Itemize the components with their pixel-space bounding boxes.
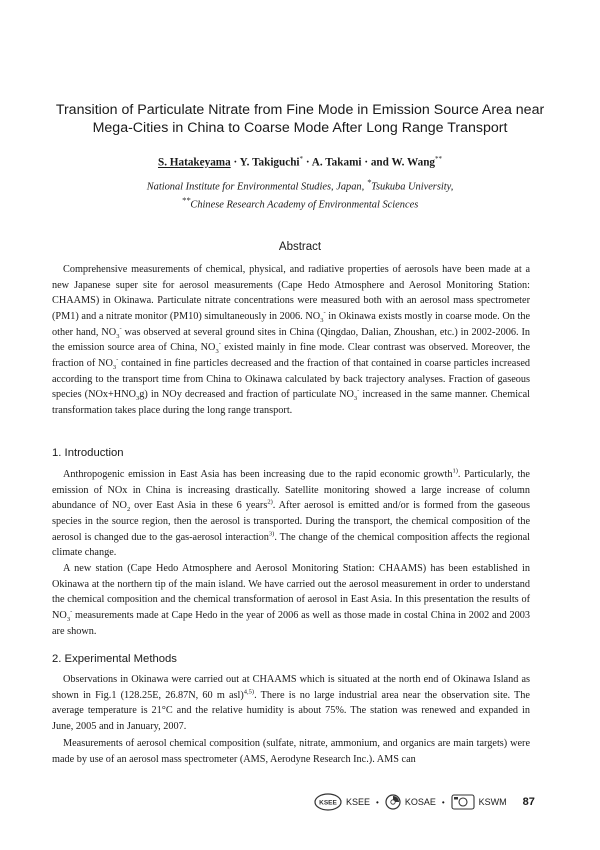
text-run: Comprehensive measurements of chemical, physical, and radiative properties of aerosols have been made at a new Japanese super site for aerosol measurements (Cape Hedo Atmosphere and Aerosol Monitoring Station: CHAAMS) in Okinawa. Particulate nitrate concentrations were measured both with an aerosol mass spectrometer (PM1) and a nitrate monitor (PM10) simultaneously in 2006. NO	[52, 264, 530, 322]
page-number: 87	[522, 796, 535, 808]
subscript: 3	[320, 317, 324, 325]
author-conjunction: · and	[361, 156, 392, 169]
author-2: Y. Takiguchi	[239, 156, 300, 169]
reference-mark: 1)	[452, 467, 458, 475]
page-footer	[314, 792, 535, 812]
affiliation-nies: National Institute for Environmental Studies, Japan,	[146, 181, 367, 193]
text-run: measurements made at Cape Hedo in the year of 2006 as well as those made in costal China in 2002 and 2003 are shown.	[52, 609, 530, 637]
affiliation-tsukuba: Tsukuba University,	[371, 181, 454, 193]
paper-title	[0, 101, 600, 137]
text-run: Observations in Okinawa were carried out at CHAAMS which is situated at the north end of Okinawa Island as shown in Fig.1 (128.25E, 26.87N, 60 m asl)	[52, 674, 530, 701]
text-run: was observed at several ground sites in China (Qingdao, Dalian, Zhoushan, etc.) in 2002-2006. In the emission source area of China, NO	[52, 326, 530, 354]
footer-label-kswm: KSWM	[478, 797, 507, 807]
text-run: . There is no large industrial area near the observation site. The average temperature is 21°C and the relative humidity is about 75%. The station was renewed and expanded in June, 2005 and in January, 2007.	[52, 689, 530, 732]
introduction-paragraph-1	[52, 467, 530, 561]
superscript: -	[119, 325, 122, 333]
abstract-heading: Abstract	[278, 241, 322, 253]
author-4-mark: **	[435, 155, 443, 163]
affiliation-line-1	[0, 176, 600, 194]
subscript: 2	[126, 506, 131, 514]
subscript: 3	[112, 363, 117, 371]
reference-mark: 2)	[267, 498, 273, 506]
reference-mark: 3)	[268, 530, 275, 538]
footer-separator: •	[441, 797, 445, 807]
paper-title-line-1: Transition of Particulate Nitrate from Fine Mode in Emission Source Area near	[55, 102, 545, 118]
methods-paragraph-2: Measurements of aerosol chemical composition (sulfate, nitrate, ammonium, and organics are main targets) were made by use of an aerosol mass spectrometer (AMS, Aerodyne Research Inc.). AMS can	[52, 738, 530, 765]
text-run: over East Asia in these 6 years	[130, 500, 268, 512]
text-run: . Particularly, the emission of NOx in China is increasing drastically. Satellite monitoring showed a large increase of column abundance of NO	[52, 469, 530, 512]
subscript: 3	[116, 332, 120, 340]
author-3: A. Takami	[311, 156, 362, 169]
subscript: 3	[66, 616, 71, 624]
affiliation-mark: **	[181, 194, 191, 205]
affiliations	[0, 176, 600, 212]
text-run: g) in NOy decreased and fraction of particulate NO	[139, 389, 354, 401]
abstract-text	[52, 262, 530, 419]
methods-paragraph-1	[52, 672, 530, 735]
text-run: in Okinawa exists mostly in coarse mode. On the other hand, NO	[52, 310, 530, 338]
superscript: -	[357, 387, 360, 395]
superscript: -	[70, 608, 73, 616]
author-separator: ·	[230, 156, 240, 169]
author-2-mark: *	[299, 155, 304, 163]
text-run: existed mainly in fine mode. Clear contrast was observed. Moreover, the fraction of NO	[52, 342, 530, 369]
author-list	[0, 155, 600, 169]
text-run: Anthropogenic emission in East Asia has been increasing due to the rapid economic growth	[63, 469, 453, 480]
author-4: W. Wang	[391, 156, 436, 169]
subscript: 3	[136, 395, 140, 403]
svg-text:KSEE: KSEE	[319, 799, 337, 807]
ksee-logo	[314, 793, 342, 811]
text-run: contained in fine particles decreased and the fraction of that contained in coarse particles increased according to the transport time from China to Okinawa calculated by back trajectory analyses. Fraction of gaseous species (NOx+HNO	[52, 357, 530, 401]
superscript: -	[218, 340, 221, 348]
kosae-logo	[385, 794, 401, 810]
subscript: 3	[353, 395, 358, 403]
text-run: increased in the same manner. Chemical transformation takes place during the long range transport.	[52, 389, 530, 416]
text-run: . After aerosol is emitted and/or is formed from the gaseous species in the source region, then the aerosol is transported. During the transport, the chemical composition of the aerosol is changed due to the gas-aerosol interaction	[52, 500, 530, 543]
superscript: -	[116, 356, 119, 364]
section-heading-methods: 2. Experimental Methods	[52, 653, 177, 665]
subscript: 3	[215, 348, 219, 356]
section-heading-introduction: 1. Introduction	[52, 447, 124, 459]
footer-label-kosae: KOSAE	[404, 797, 436, 807]
superscript: -	[323, 309, 326, 317]
author-separator: ·	[303, 156, 312, 169]
text-run: A new station (Cape Hedo Atmosphere and Aerosol Monitoring Station: CHAAMS) has been established in Okinawa at the northern tip of the main island. We have carried out the aerosol measurement in order to understand the chemical composition and the chemical transformation of aerosol in East Asia. In this presentation the results of NO	[52, 563, 530, 621]
affiliation-mark: *	[366, 177, 372, 187]
footer-separator: •	[376, 797, 379, 807]
reference-mark: 4,5)	[243, 688, 255, 696]
introduction-paragraph-2	[52, 561, 530, 639]
text-run: . The change of the chemical composition affects the regional climate change.	[52, 531, 530, 559]
affiliation-line-2	[0, 194, 600, 212]
kswm-logo	[451, 794, 475, 810]
footer-label-ksee: KSEE	[346, 797, 371, 807]
paper-title-line-2: Mega-Cities in China to Coarse Mode After Long Range Transport	[92, 120, 508, 136]
affiliation-craes: Chinese Research Academy of Environmental Sciences	[190, 199, 419, 211]
author-1: S. Hatakeyama	[157, 156, 231, 169]
